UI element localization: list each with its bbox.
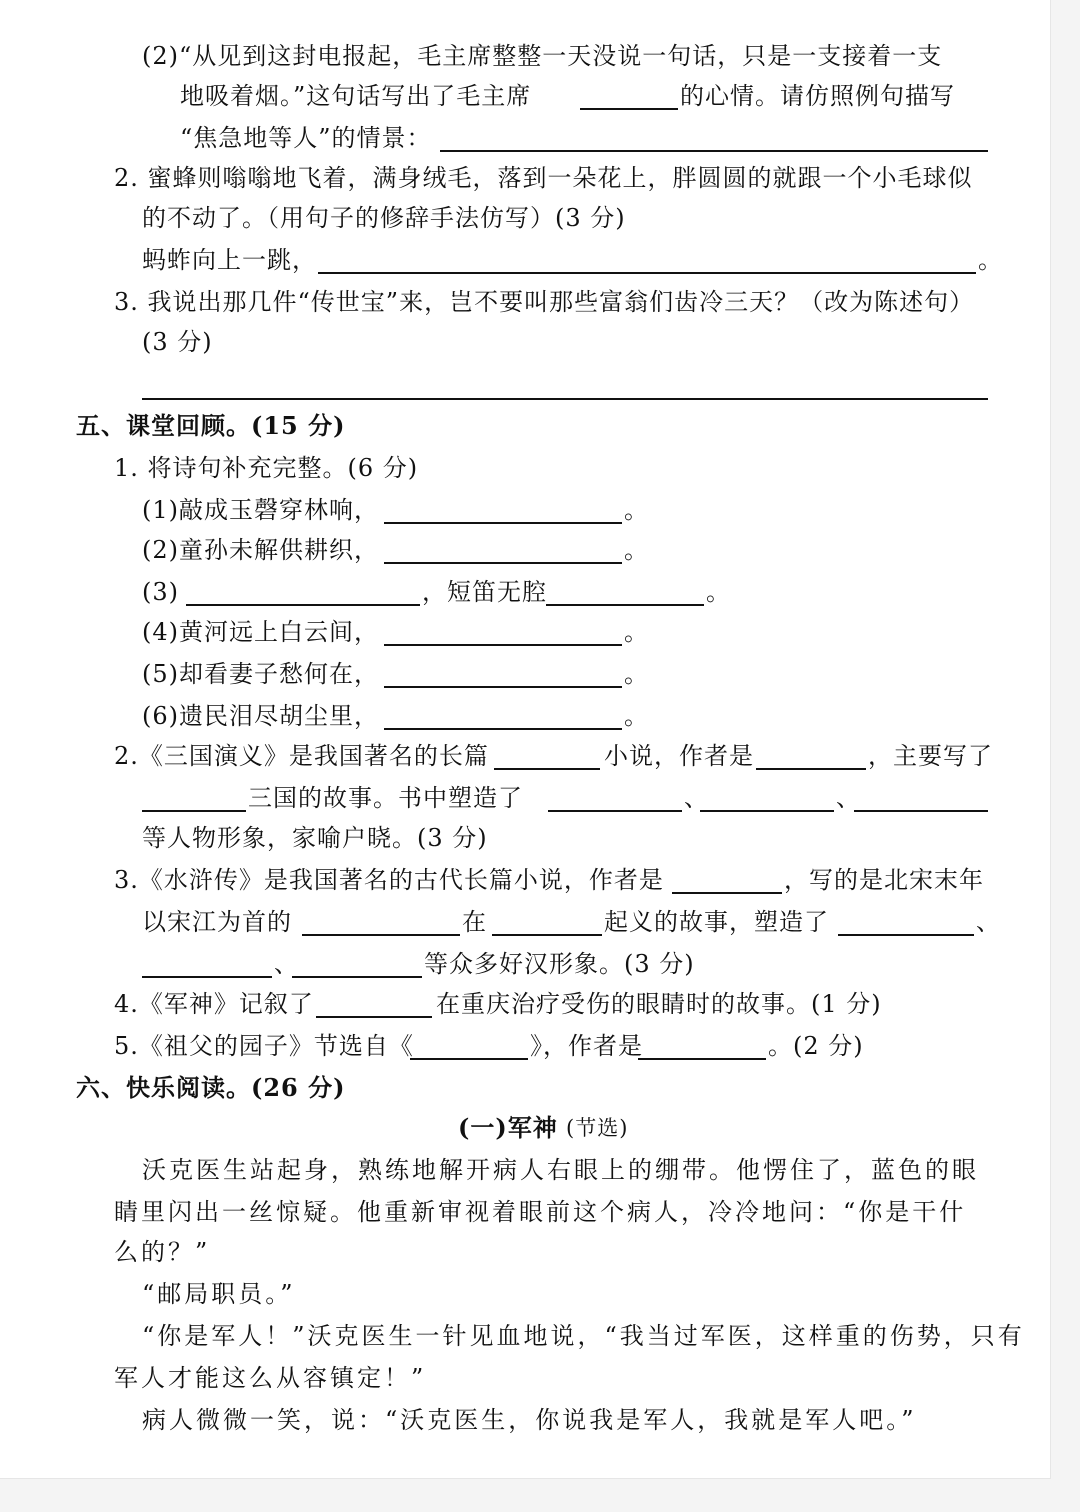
answer-blank-book[interactable] [410, 1058, 528, 1060]
answer-blank-person[interactable] [316, 1016, 432, 1018]
s5-q5-a: 5.《祖父的园子》节选自《 [114, 1032, 414, 1060]
q4-item2-line1: (2)“从见到这封电报起，毛主席整整一天没说一句话，只是一支接着一支 [142, 42, 943, 70]
poem-5-period: 。 [624, 660, 649, 688]
s5-q2-sep2: 、 [836, 784, 861, 812]
answer-blank-author-shz[interactable] [672, 892, 782, 894]
answer-blank-imitate[interactable] [440, 150, 988, 152]
passage-p1-line3: 么的？” [114, 1238, 211, 1266]
passage-title: (一)军神 [458, 1113, 558, 1142]
s5-q4-b: 在重庆治疗受伤的眼睛时的故事。(1 分) [436, 990, 882, 1018]
passage-p3-line1: “你是军人！”沃克医生一针见血地说，“我当过军医，这样重的伤势，只有 [142, 1322, 1025, 1350]
s5-q2-line3: 等人物形象，家喻户晓。(3 分) [142, 824, 488, 852]
answer-blank-poem3b[interactable] [546, 604, 704, 606]
poem-2: (2)童孙未解供耕织， [142, 536, 379, 564]
s5-q2-sep1: 、 [684, 784, 709, 812]
poem-6-period: 。 [624, 702, 649, 730]
q4-q2-line2: 的不动了。（用句子的修辞手法仿写）(3 分) [142, 204, 626, 232]
s5-q2-line1-a: 2.《三国演义》是我国著名的长篇 [114, 742, 489, 770]
s5-q3-line1-b: ，写的是北宋末年 [784, 866, 984, 894]
passage-p1-line2: 睛里闪出一丝惊疑。他重新审视着眼前这个病人，冷冷地问：“你是干什 [114, 1198, 967, 1226]
q4-item2-line2-b: 的心情。请仿照例句描写 [680, 82, 955, 110]
section6-heading: 六、快乐阅读。(26 分) [76, 1073, 346, 1102]
answer-blank-hero1[interactable] [838, 934, 974, 936]
q4-q2-line1: 2. 蜜蜂则嗡嗡地飞着，满身绒毛，落到一朵花上，胖圆圆的就跟一个小毛球似 [114, 164, 973, 192]
poem-3-period: 。 [706, 578, 731, 606]
s5-q1-title: 1. 将诗句补充完整。(6 分) [114, 454, 419, 482]
answer-blank-poem1[interactable] [384, 522, 622, 524]
s5-q3-line3-a: 、 [274, 950, 299, 978]
poem-4: (4)黄河远上白云间， [142, 618, 379, 646]
s5-q3-line2-a: 以宋江为首的 [142, 908, 292, 936]
q4-q3-line2: (3 分) [142, 328, 213, 356]
poem-6: (6)遗民泪尽胡尘里， [142, 702, 379, 730]
answer-blank-rebels[interactable] [302, 934, 460, 936]
passage-title-note: (节选) [566, 1116, 629, 1140]
poem-2-period: 。 [624, 536, 649, 564]
s5-q3-line1-a: 3.《水浒传》是我国著名的古代长篇小说，作者是 [114, 866, 664, 894]
answer-blank-poem3a[interactable] [186, 604, 420, 606]
q4-item2-line3: “焦急地等人”的情景： [180, 124, 432, 152]
answer-blank-period[interactable] [142, 810, 246, 812]
poem-4-period: 。 [624, 618, 649, 646]
answer-blank-poem5[interactable] [384, 686, 622, 688]
poem-1-period: 。 [624, 496, 649, 524]
answer-blank-poem4[interactable] [384, 644, 622, 646]
s5-q4-a: 4.《军神》记叙了 [114, 990, 314, 1018]
q4-q3-line1: 3. 我说出那几件“传世宝”来，岂不要叫那些富翁们齿冷三天？（改为陈述句） [114, 288, 975, 316]
answer-blank-hero2[interactable] [142, 976, 272, 978]
s5-q3-line2-d: 、 [976, 908, 1001, 936]
s5-q2-line1-b: 小说，作者是 [604, 742, 754, 770]
s5-q3-line3-b: 等众多好汉形象。(3 分) [424, 950, 695, 978]
poem-3-b: ，短笛无腔 [422, 578, 547, 606]
answer-blank-hero3[interactable] [292, 976, 422, 978]
s5-q2-line2-a: 三国的故事。书中塑造了 [248, 784, 523, 812]
passage-p2: “邮局职员。” [142, 1280, 296, 1308]
answer-blank-poem2[interactable] [384, 562, 622, 564]
answer-blank-character2[interactable] [700, 810, 834, 812]
poem-1: (1)敲成玉磬穿林响， [142, 496, 379, 524]
s5-q3-line2-c: 起义的故事，塑造了 [604, 908, 829, 936]
q4-q2-line3-b: 。 [978, 246, 1003, 274]
answer-blank-author-sgyy[interactable] [756, 768, 866, 770]
answer-blank-novel-type[interactable] [494, 768, 600, 770]
passage-p3-line2: 军人才能这么从容镇定！” [114, 1364, 427, 1392]
answer-blank-place[interactable] [492, 934, 602, 936]
answer-blank-statement[interactable] [142, 398, 988, 400]
s5-q3-line2-b: 在 [462, 908, 487, 936]
passage-p1-line1: 沃克医生站起身，熟练地解开病人右眼上的绷带。他愣住了，蓝色的眼 [142, 1156, 979, 1184]
s5-q5-c: 。(2 分) [768, 1032, 864, 1060]
q4-item2-line2-a: 地吸着烟。”这句话写出了毛主席 [180, 82, 532, 110]
poem-5: (5)却看妻子愁何在， [142, 660, 379, 688]
answer-blank-character3[interactable] [854, 810, 988, 812]
answer-blank-mood[interactable] [580, 108, 678, 110]
section5-heading: 五、课堂回顾。(15 分) [76, 411, 346, 440]
answer-blank-author-garden[interactable] [638, 1058, 766, 1060]
s5-q5-b: 》，作者是 [530, 1032, 643, 1060]
passage-p4: 病人微微一笑，说：“沃克医生，你说我是军人，我就是军人吧。” [142, 1406, 917, 1434]
s5-q2-line1-c: ，主要写了 [868, 742, 993, 770]
answer-blank-poem6[interactable] [384, 728, 622, 730]
answer-blank-character1[interactable] [548, 810, 682, 812]
q4-q2-line3-a: 蚂蚱向上一跳， [142, 246, 317, 274]
poem-3-a: (3) [142, 578, 179, 606]
answer-blank-grasshopper[interactable] [318, 272, 976, 274]
